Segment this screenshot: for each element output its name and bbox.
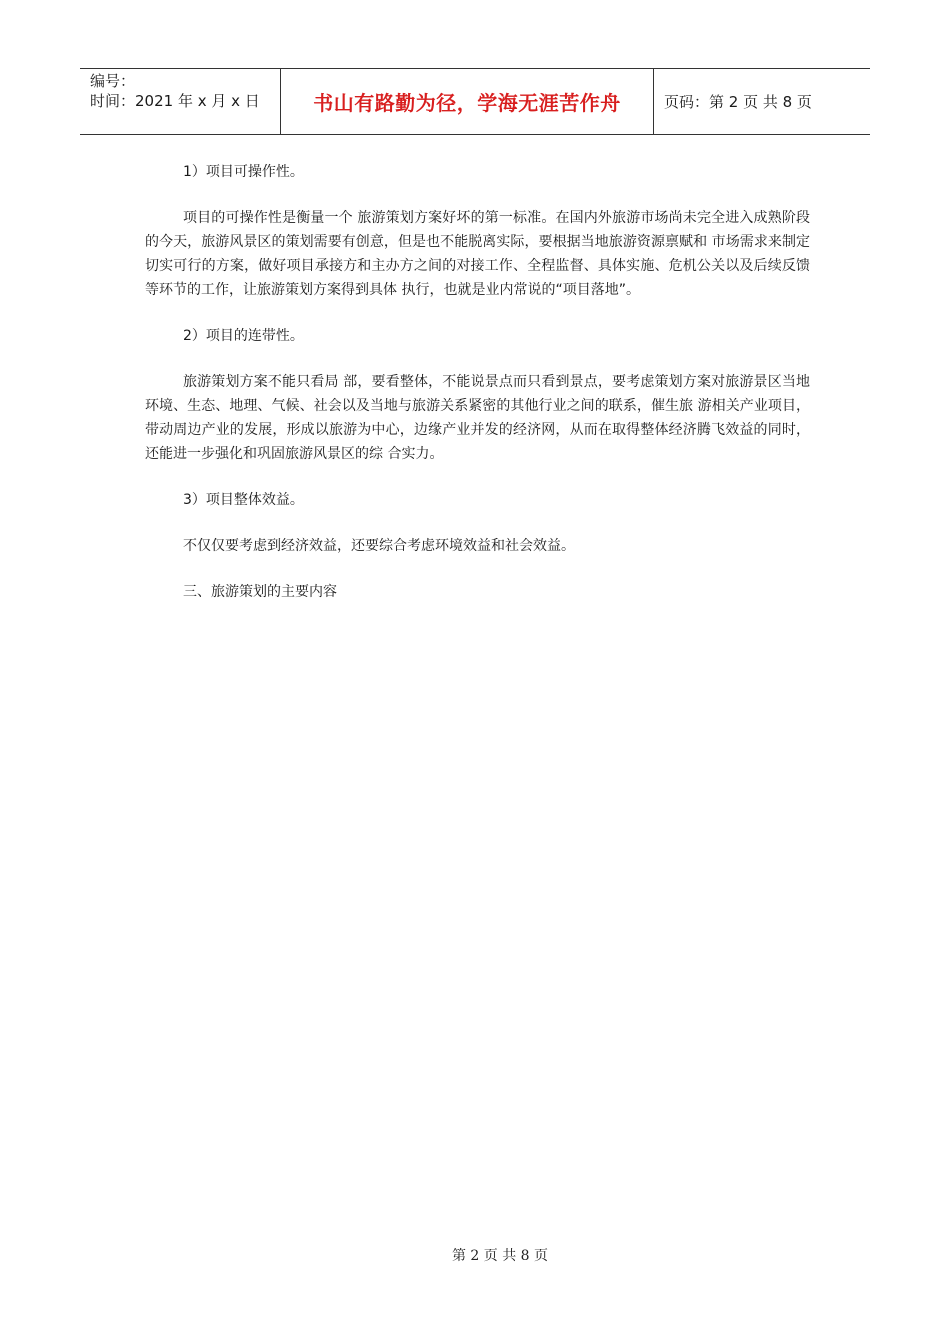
paragraph-operability: 项目的可操作性是衡量一个 旅游策划方案好坏的第一标准。在国内外旅游市场尚未完全进入成熟阶段的今天，旅游风景区的策划需要有创意，但是也不能脱离实际，要根据当地旅游资源禀赋和 市场需求来制定切实可行的方案，做好项目承接方和主办方之间的对接工作、全程监督、具体实施、危机公关以及后续反馈等环节的工作，让旅游策划方案得到具体 执行，也就是业内常说的“项目落地”。 [145,210,810,298]
document-date-label: 时间：2021 年 x 月 x 日 [90,92,260,110]
section-heading-overall-benefit: 3）项目整体效益。 [183,492,304,508]
section-heading-operability: 1）项目可操作性。 [183,164,304,180]
paragraph-linkage: 旅游策划方案不能只看局 部，要看整体，不能说景点而只看到景点，要考虑策划方案对旅游景区当地环境、生态、地理、气候、社会以及当地与旅游关系紧密的其他行业之间的联系，催生旅 游相关产业项目，带动周边产业的发展，形成以旅游为中心，边缘产业并发的经济网，从而在取得整体经济腾飞效益的同时，还能进一步强化和巩固旅游风景区的综 合实力。 [145,374,810,462]
footer-page-number: 第 2 页 共 8 页 [451,1248,549,1264]
page-footer [0,1245,950,1265]
header-page-cell [654,69,870,134]
header-page-info: 页码：第 2 页 共 8 页 [664,93,812,111]
document-body [145,160,810,604]
document-number-label: 编号： [90,72,136,90]
header-motto-cell [281,69,654,134]
section-heading-main-content: 三、旅游策划的主要内容 [183,584,337,600]
section-heading-linkage: 2）项目的连带性。 [183,328,304,344]
page-header [80,68,870,135]
paragraph-overall-benefit: 不仅仅要考虑到经济效益，还要综合考虑环境效益和社会效益。 [183,538,575,554]
header-motto: 书山有路勤为径，学海无涯苦作舟 [313,91,621,115]
header-meta-cell [80,69,281,134]
